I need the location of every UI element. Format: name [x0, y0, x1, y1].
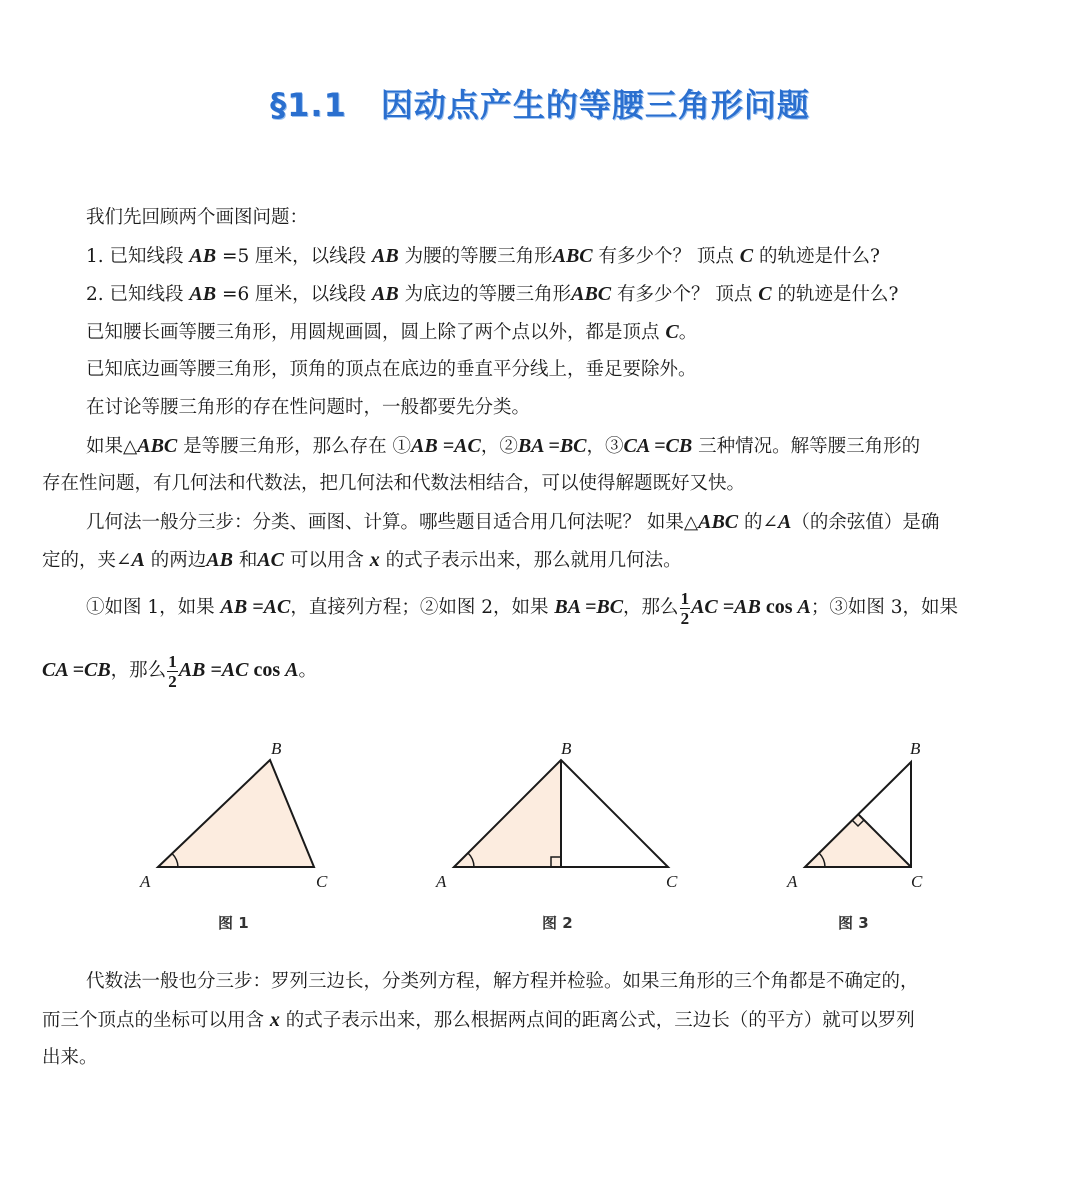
answer-1: 已知腰长画等腰三角形，用圆规画圆，圆上除了两个点以外，都是顶点 C。 — [86, 321, 698, 343]
paragraph-cases: 如果△ABC 是等腰三角形，那么存在 ①AB =AC，②BA =BC，③CA =CB 三种情况。解等腰三角形的 — [86, 435, 921, 457]
paragraph-figure-cases: ①如图 1，如果 AB =AC，直接列方程；②如图 2，如果 BA =BC，那么 $\frac{1}{2}$ AC =AB cos A；③如图 3，如果 — [86, 588, 959, 628]
paragraph-intro: 我们先回顾两个画图问题： — [86, 207, 309, 228]
paragraph-classify: 在讨论等腰三角形的存在性问题时，一般都要先分类。 — [86, 397, 531, 418]
page-title — [0, 80, 1080, 126]
paragraph-algebra-end: 出来。 — [42, 1047, 98, 1068]
triangle-1 — [158, 760, 314, 867]
figure-3 — [786, 739, 923, 932]
vertex-b-1: B — [271, 739, 282, 758]
paragraph-algebra-cont: 而三个顶点的坐标可以用含 x 的式子表示出来，那么根据两点间的距离公式，三边长（的平方）就可以罗列 — [42, 1009, 915, 1031]
question-1: 1. 已知线段 AB =5 厘米，以线段 AB 为腰的等腰三角形ABC 有多少个？ 顶点 C 的轨迹是什么? — [86, 245, 880, 267]
section-number: §1.1 — [270, 86, 347, 124]
figures — [0, 720, 1080, 950]
vertex-c-1: C — [316, 872, 328, 891]
figure-2 — [435, 739, 678, 932]
figure-1 — [139, 739, 328, 932]
caption-2: 图 2 — [542, 914, 573, 932]
answer-2: 已知底边画等腰三角形，顶角的顶点在底边的垂直平分线上，垂足要除外。 — [86, 359, 697, 380]
vertex-a-3: A — [787, 872, 798, 891]
caption-1: 图 1 — [218, 914, 249, 932]
question-2: 2. 已知线段 AB =6 厘米，以线段 AB 为底边的等腰三角形ABC 有多少个？ 顶点 C 的轨迹是什么? — [86, 283, 899, 305]
paragraph-geometry: 几何法一般分三步：分类、画图、计算。哪些题目适合用几何法呢？ 如果△ABC 的∠A（的余弦值）是确 — [86, 511, 940, 533]
vertex-b-3: B — [910, 739, 921, 758]
triangle-3-shade — [805, 814, 911, 867]
vertex-a-1: A — [140, 872, 151, 891]
section-title: 因动点产生的等腰三角形问题 — [380, 86, 810, 124]
vertex-c-2: C — [666, 872, 678, 891]
vertex-a-2: A — [436, 872, 447, 891]
paragraph-figure-cases-cont: CA =CB，那么 $\frac{1}{2}$ AB =AC cos A。 — [42, 651, 317, 691]
caption-3: 图 3 — [838, 914, 869, 932]
vertex-c-3: C — [911, 872, 923, 891]
paragraph-cases-cont: 存在性问题，有几何法和代数法，把几何法和代数法相结合，可以使得解题既好又快。 — [42, 473, 746, 494]
vertex-b-2: B — [561, 739, 572, 758]
paragraph-geometry-cont: 定的，夹∠A 的两边AB 和AC 可以用含 x 的式子表示出来，那么就用几何法。 — [42, 549, 682, 571]
fraction-half: $\frac{1}{2}$ — [680, 588, 690, 628]
fraction-half-2: $\frac{1}{2}$ — [168, 651, 177, 691]
paragraph-algebra: 代数法一般也分三步：罗列三边长，分类列方程，解方程并检验。如果三角形的三个角都是不确定的， — [86, 971, 919, 992]
